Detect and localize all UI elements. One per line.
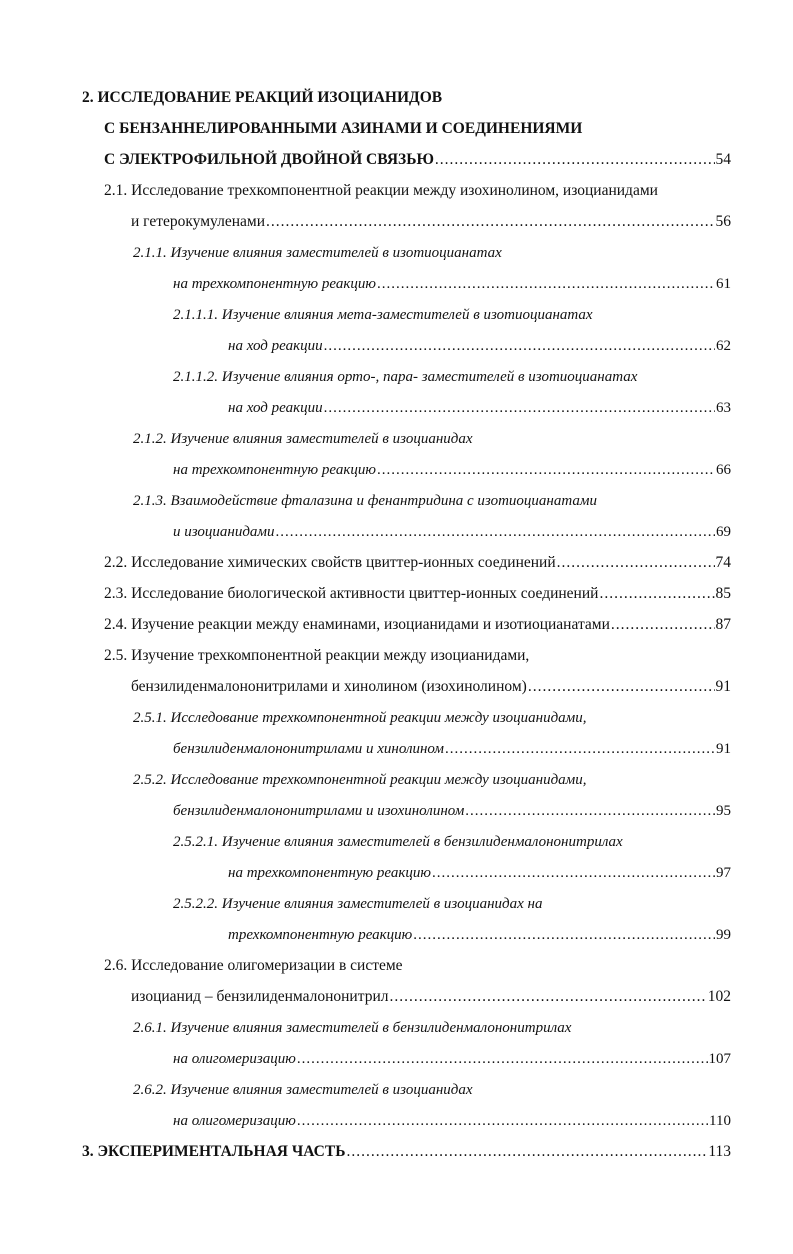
toc-leader-dots xyxy=(435,150,715,170)
toc-page-number: 54 xyxy=(715,151,731,168)
toc-s2522-line2: трехкомпонентную реакцию xyxy=(228,927,413,943)
toc-leader-dots xyxy=(611,615,715,635)
toc-s262-line2: на олигомеризацию xyxy=(173,1113,296,1129)
toc-s26-line1: 2.6. Исследование олигомеризации в системе xyxy=(104,957,403,974)
toc-s21-line1: 2.1. Исследование трехкомпонентной реакции между изохинолином, изоцианидами xyxy=(104,182,658,199)
toc-leader-dots xyxy=(324,336,715,356)
toc-entry-s2112 xyxy=(228,398,731,418)
toc-s213-line1: 2.1.3. Взаимодействие фталазина и фенантридина с изотиоцианатами xyxy=(133,493,597,509)
toc-page-number: 87 xyxy=(715,616,731,633)
toc-s25-line2: бензилиденмалононитрилами и хинолином (изохинолином) xyxy=(131,678,527,695)
toc-s26-line2: изоцианид – бензилиденмалононитрил xyxy=(131,988,389,1005)
toc-leader-dots xyxy=(389,987,706,1007)
toc-s212-line1: 2.1.2. Изучение влияния заместителей в изоцианидах xyxy=(133,431,473,447)
toc-entry-s24 xyxy=(104,615,731,635)
toc-s2521-line1: 2.5.2.1. Изучение влияния заместителей в бензилиденмалононитрилах xyxy=(173,834,623,850)
toc-page-number: 95 xyxy=(716,803,731,819)
toc-entry-s252 xyxy=(173,801,731,821)
toc-s2111-line2: на ход реакции xyxy=(228,338,323,354)
toc-s251-line2: бензилиденмалононитрилами и хинолином xyxy=(173,741,444,757)
toc-s2112-line1: 2.1.1.2. Изучение влияния орто-, пара- заместителей в изотиоцианатах xyxy=(173,369,638,385)
toc-leader-dots xyxy=(377,460,715,480)
toc-leader-dots xyxy=(266,212,715,232)
toc-s23-text: 2.3. Исследование биологической активности цвиттер-ионных соединений xyxy=(104,585,599,602)
toc-s22-text: 2.2. Исследование химических свойств цвиттер-ионных соединений xyxy=(104,554,556,571)
toc-leader-dots xyxy=(413,925,715,945)
toc-s252-line1: 2.5.2. Исследование трехкомпонентной реакции между изоцианидами, xyxy=(133,772,587,788)
toc-entry-s3 xyxy=(82,1142,731,1162)
toc-page-number: 102 xyxy=(707,988,731,1005)
toc-s2112-line2: на ход реакции xyxy=(228,400,323,416)
toc-page-number: 99 xyxy=(716,927,731,943)
toc-entry-s251 xyxy=(173,739,731,759)
toc-entry-s212 xyxy=(173,460,731,480)
toc-leader-dots xyxy=(324,398,715,418)
toc-s211-line2: на трехкомпонентную реакцию xyxy=(173,276,376,292)
toc-leader-dots xyxy=(557,553,715,573)
toc-entry-s213 xyxy=(173,522,731,542)
toc-entry-s2 xyxy=(104,150,731,170)
toc-s2521-line2: на трехкомпонентную реакцию xyxy=(228,865,431,881)
toc-leader-dots xyxy=(377,274,715,294)
toc-leader-dots xyxy=(432,863,715,883)
toc-leader-dots xyxy=(276,522,715,542)
toc-s2522-line1: 2.5.2.2. Изучение влияния заместителей в изоцианидах на xyxy=(173,896,543,912)
toc-s213-line2: и изоцианидами xyxy=(173,524,275,540)
toc-entry-s22 xyxy=(104,553,731,573)
toc-s2-title-line2: С БЕНЗАННЕЛИРОВАННЫМИ АЗИНАМИ И СОЕДИНЕНИЯМИ xyxy=(104,120,583,137)
toc-entry-s211 xyxy=(173,274,731,294)
toc-entry-s2522 xyxy=(228,925,731,945)
toc-s211-line1: 2.1.1. Изучение влияния заместителей в изотиоцианатах xyxy=(133,245,502,261)
toc-s2-title-line3: С ЭЛЕКТРОФИЛЬНОЙ ДВОЙНОЙ СВЯЗЬЮ xyxy=(104,151,434,168)
toc-entry-s21 xyxy=(131,212,731,232)
toc-page-number: 69 xyxy=(716,524,731,540)
toc-page-number: 97 xyxy=(716,865,731,881)
toc-entry-s26 xyxy=(131,987,731,1007)
toc-page-number: 91 xyxy=(716,741,731,757)
toc-page-number: 110 xyxy=(709,1113,731,1129)
toc-s212-line2: на трехкомпонентную реакцию xyxy=(173,462,376,478)
toc-page-number: 113 xyxy=(708,1143,731,1160)
toc-s24-text: 2.4. Изучение реакции между енаминами, изоцианидами и изотиоцианатами xyxy=(104,616,610,633)
toc-leader-dots xyxy=(445,739,715,759)
toc-s2-title-line1: 2. ИССЛЕДОВАНИЕ РЕАКЦИЙ ИЗОЦИАНИДОВ xyxy=(82,89,443,106)
toc-leader-dots xyxy=(528,677,715,697)
toc-page-number: 63 xyxy=(716,400,731,416)
toc-leader-dots xyxy=(297,1049,708,1069)
toc-leader-dots xyxy=(465,801,715,821)
toc-s3-text: 3. ЭКСПЕРИМЕНТАЛЬНАЯ ЧАСТЬ xyxy=(82,1143,346,1160)
toc-page-number: 107 xyxy=(708,1051,731,1067)
toc-entry-s25 xyxy=(131,677,731,697)
toc-page-number: 91 xyxy=(715,678,731,695)
toc-entry-s23 xyxy=(104,584,731,604)
toc-page-number: 66 xyxy=(716,462,731,478)
toc-s262-line1: 2.6.2. Изучение влияния заместителей в изоцианидах xyxy=(133,1082,473,1098)
toc-page-number: 62 xyxy=(716,338,731,354)
toc-s261-line1: 2.6.1. Изучение влияния заместителей в бензилиденмалононитрилах xyxy=(133,1020,572,1036)
toc-s261-line2: на олигомеризацию xyxy=(173,1051,296,1067)
toc-page-number: 74 xyxy=(715,554,731,571)
toc-page-number: 61 xyxy=(716,276,731,292)
toc-leader-dots xyxy=(599,584,714,604)
toc-s25-line1: 2.5. Изучение трехкомпонентной реакции между изоцианидами, xyxy=(104,647,530,664)
toc-page-number: 56 xyxy=(715,213,731,230)
toc-entry-s2111 xyxy=(228,336,731,356)
toc-s252-line2: бензилиденмалононитрилами и изохинолином xyxy=(173,803,465,819)
toc-s251-line1: 2.5.1. Исследование трехкомпонентной реакции между изоцианидами, xyxy=(133,710,587,726)
toc-leader-dots xyxy=(297,1111,708,1131)
toc-s2111-line1: 2.1.1.1. Изучение влияния мета-заместителей в изотиоцианатах xyxy=(173,307,593,323)
toc-entry-s261 xyxy=(173,1049,731,1069)
toc-leader-dots xyxy=(346,1142,707,1162)
toc-entry-s2521 xyxy=(228,863,731,883)
toc-s21-line2: и гетерокумуленами xyxy=(131,213,265,230)
toc-page-number: 85 xyxy=(715,585,731,602)
toc-entry-s262 xyxy=(173,1111,731,1131)
